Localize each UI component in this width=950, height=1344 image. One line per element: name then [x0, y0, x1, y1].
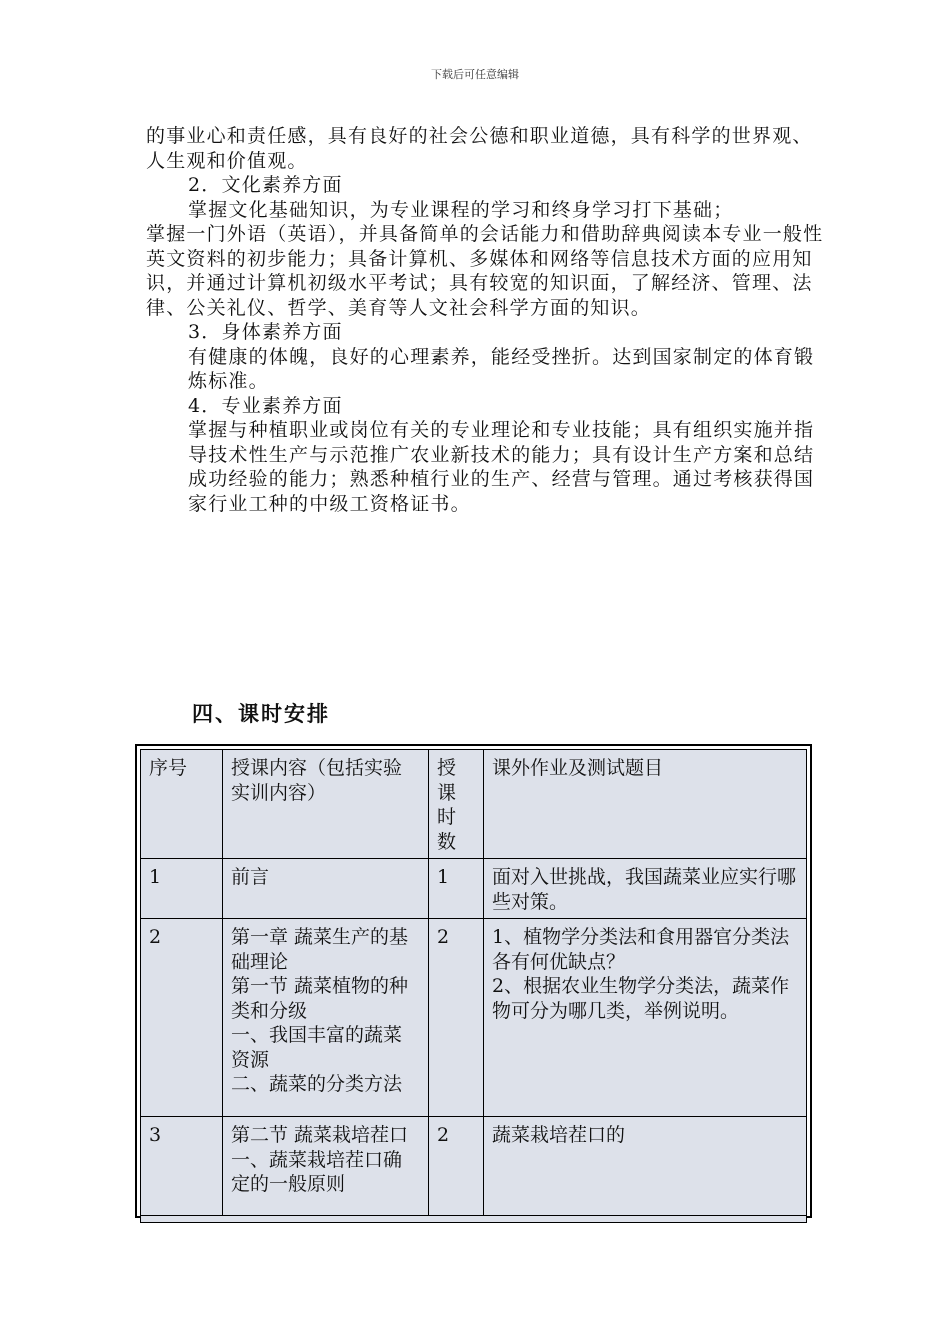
row-seq: 2 — [141, 919, 223, 1117]
table-tail-cell — [141, 1216, 807, 1223]
row-seq: 1 — [141, 859, 223, 919]
table-row — [141, 1117, 807, 1216]
row-homework — [484, 1117, 807, 1216]
row-hours: 1 — [429, 859, 484, 919]
row-seq: 3 — [141, 1117, 223, 1216]
row-content — [223, 859, 429, 919]
paragraph: 的事业心和责任感，具有良好的社会公德和职业道德，具有科学的世界观、人生观和价值观。 — [146, 125, 813, 172]
header-hours-char: 数 — [437, 830, 457, 853]
row-hours: 2 — [429, 919, 484, 1117]
table-tail-row — [141, 1216, 807, 1223]
paragraph: 有健康的体魄，良好的心理素养，能经受挫折。达到国家制定的体育锻炼标准。 — [188, 345, 815, 392]
header-homework: 课外作业及测试题目 — [484, 750, 807, 859]
content-line: 一、我国丰富的蔬菜资源 — [231, 1024, 403, 1071]
row-hours: 2 — [429, 1117, 484, 1216]
header-content: 授课内容（包括实验实训内容） — [223, 750, 429, 859]
paragraph: 2．文化素养方面 — [188, 174, 343, 196]
homework-line: 1、植物学分类法和食用器官分类法各有何优缺点？ — [492, 926, 790, 973]
paragraph: 掌握文化基础知识，为专业课程的学习和终身学习打下基础； — [188, 198, 734, 221]
paragraph: 掌握一门外语（英语），并具备简单的会话能力和借助辞典阅读本专业一般性英文资料的初步能力；具备计算机、多媒体和网络等信息技术方面的应用知识，并通过计算机初级水平考试；具有较宽的知识面，了解经济、管理、法律、公关礼仪、哲学、美育等人文社会科学方面的知识。 — [146, 223, 824, 319]
header-hours-char: 课 — [437, 781, 457, 804]
body-text — [146, 124, 826, 516]
content-line: 二、蔬菜的分类方法 — [231, 1073, 403, 1095]
schedule-table — [140, 749, 807, 1223]
content-line: 第二节 蔬菜栽培茬口 — [231, 1124, 409, 1146]
homework-line: 蔬菜栽培茬口的 — [492, 1124, 626, 1146]
paragraph: 4．专业素养方面 — [188, 394, 343, 417]
table-row — [141, 919, 807, 1117]
content-line: 第一章 蔬菜生产的基础理论 — [231, 926, 409, 973]
content-line: 第一节 蔬菜植物的种类和分级 — [231, 975, 409, 1022]
header-seq: 序号 — [141, 750, 223, 859]
schedule-table-frame — [135, 744, 812, 1218]
paragraph: 3．身体素养方面 — [188, 321, 343, 343]
row-homework — [484, 919, 807, 1117]
homework-line: 面对入世挑战，我国蔬菜业应实行哪些对策。 — [492, 866, 797, 913]
paragraph: 掌握与种植职业或岗位有关的专业理论和专业技能；具有组织实施并指导技术性生产与示范推广农业新技术的能力；具有设计生产方案和总结成功经验的能力；熟悉种植行业的生产、经营与管理。通过考核获得国家行业工种的中级工资格证书。 — [188, 419, 815, 515]
header-note: 下载后可任意编辑 — [431, 68, 519, 81]
section-title: 四、课时安排 — [192, 702, 330, 726]
row-content — [223, 1117, 429, 1216]
header-hours-char: 时 — [437, 806, 457, 828]
content-line: 一、蔬菜栽培茬口确定的一般原则 — [231, 1148, 403, 1195]
table-header-row — [141, 750, 807, 859]
header-hours-char: 授 — [437, 757, 457, 779]
row-content — [223, 919, 429, 1117]
content-line: 前言 — [231, 866, 270, 888]
homework-line: 2、根据农业生物学分类法，蔬菜作物可分为哪几类，举例说明。 — [492, 975, 790, 1022]
header-hours — [429, 750, 484, 859]
row-homework — [484, 859, 807, 919]
table-row — [141, 859, 807, 919]
